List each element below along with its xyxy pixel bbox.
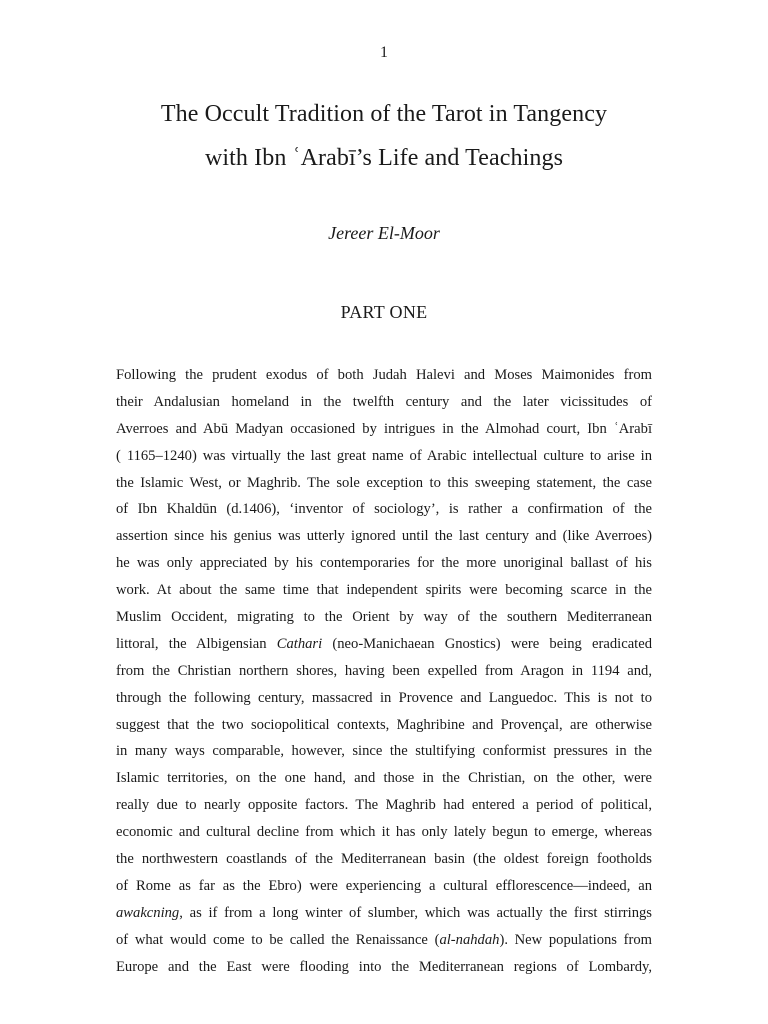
body-line: ( 1165–1240) was virtually the last great name of Arabic intellectual culture to arise in [116, 447, 652, 464]
body-line-part: of what would come to be called the Renaissance ( [116, 931, 440, 948]
body-line: he was only appreciated by his contemporaries for the more unoriginal ballast of his [116, 555, 652, 572]
body-line: of Rome as far as the Ebro) were experiencing a cultural efflorescence—indeed, an [116, 877, 652, 894]
author-name: Jereer El-Moor [328, 223, 440, 243]
italic-term: awakcning [116, 904, 180, 921]
body-line: Averroes and Abū Madyan occasioned by intrigues in the Almohad court, Ibn ʿArabī [116, 420, 652, 437]
body-line: Europe and the East were flooding into the Mediterranean regions of Lombardy, [116, 958, 652, 975]
body-line-part: ). New populations from [499, 931, 653, 948]
body-line: really due to nearly opposite factors. The Maghrib had entered a period of political, [116, 797, 652, 814]
body-line-part: , as if from a long winter of slumber, which was actually the first stirrings [179, 904, 652, 921]
title-line-1: The Occult Tradition of the Tarot in Tangency [160, 101, 608, 127]
body-line: work. At about the same time that independent spirits were becoming scarce in the [116, 582, 652, 599]
body-line [116, 900, 652, 927]
body-line: the northwestern coastlands of the Mediterranean basin (the oldest foreign footholds [116, 851, 652, 868]
section-heading: PART ONE [340, 302, 428, 322]
body-line [116, 631, 652, 658]
body-line: economic and cultural decline from which it has only lately begun to emerge, whereas [116, 824, 652, 841]
body-line: the Islamic West, or Maghrib. The sole exception to this sweeping statement, the case [116, 474, 652, 491]
body-line: through the following century, massacred in Provence and Languedoc. This is not to [116, 689, 652, 706]
page-number: 1 [380, 44, 388, 61]
body-text [116, 362, 652, 980]
body-line-part: littoral, the Albigensian [116, 635, 267, 652]
body-line: their Andalusian homeland in the twelfth century and the later vicissitudes of [116, 393, 652, 410]
body-line: suggest that the two sociopolitical contexts, Maghribine and Provençal, are otherwise [116, 716, 652, 733]
body-line: assertion since his genius was utterly ignored until the last century and (like Averroes) [116, 528, 652, 545]
body-line: of Ibn Khaldūn (d.1406), ‘inventor of sociology’, is rather a confirmation of the [116, 501, 652, 518]
italic-term: Cathari [276, 635, 323, 652]
body-line: from the Christian northern shores, having been expelled from Aragon in 1194 and, [116, 662, 652, 679]
body-line: Following the prudent exodus of both Judah Halevi and Moses Maimonides from [116, 367, 652, 383]
body-line [116, 927, 652, 954]
body-line: Muslim Occident, migrating to the Orient by way of the southern Mediterranean [116, 609, 652, 626]
body-line-part: (neo-Manichaean Gnostics) were being eradicated [332, 635, 652, 652]
body-line: in many ways comparable, however, since the stultifying conformist pressures in the [116, 743, 652, 760]
title-line-2: with Ibn ʿArabī’s Life and Teachings [204, 145, 564, 171]
italic-term: al-nahdah [439, 931, 500, 948]
body-line: Islamic territories, on the one hand, and those in the Christian, on the other, were [116, 770, 652, 787]
